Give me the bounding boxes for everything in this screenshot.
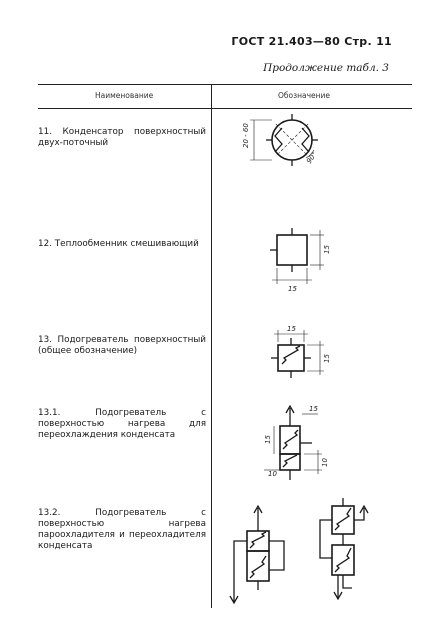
- item-13-2-text: 13.2. Подогреватель с поверхностью нагрева пароохладителя и переохладителя конденсата: [38, 508, 206, 551]
- symbols-column: [212, 108, 412, 613]
- item-12-text: 12. Теплообменник смешивающий: [38, 239, 199, 249]
- table-continuation-label: Продолжение табл. 3: [263, 62, 389, 74]
- dim-heater-width: 15: [287, 325, 296, 333]
- column-header-symbol: Обозначение: [278, 91, 331, 100]
- dim-subcooler-top-height: 15: [264, 435, 272, 444]
- mixing-exchanger-symbol: [270, 228, 324, 284]
- dim-subcooler-top-width: 15: [309, 405, 318, 413]
- surface-heater-symbol: [271, 330, 324, 378]
- item-13-1-text: 13.1. Подогреватель с поверхностью нагрева для переохлаждения конденсата: [38, 408, 206, 440]
- dim-subcooler-bottom-height: 10: [321, 458, 329, 467]
- subcooling-heater-symbol: [264, 406, 322, 480]
- dim-mixing-height: 15: [323, 245, 331, 254]
- dim-mixing-width: 15: [288, 285, 297, 293]
- table-top-rule: [38, 84, 412, 85]
- dim-heater-height: 15: [323, 354, 331, 363]
- dim-condenser-angle: 90°: [305, 150, 319, 166]
- item-11-text: 11. Конденсатор поверхностный двух-поточный: [38, 127, 206, 148]
- dim-condenser-size: 20 - 60: [242, 123, 250, 148]
- desuperheater-subcooler-heater-symbol: [230, 498, 368, 603]
- dim-subcooler-bottom-width: 10: [268, 470, 277, 478]
- column-header-name: Наименование: [95, 91, 154, 100]
- gost-header: ГОСТ 21.403—80 Стр. 11: [231, 35, 392, 48]
- item-13-text: 13. Подогреватель поверхностный (общее обозначение): [38, 335, 206, 356]
